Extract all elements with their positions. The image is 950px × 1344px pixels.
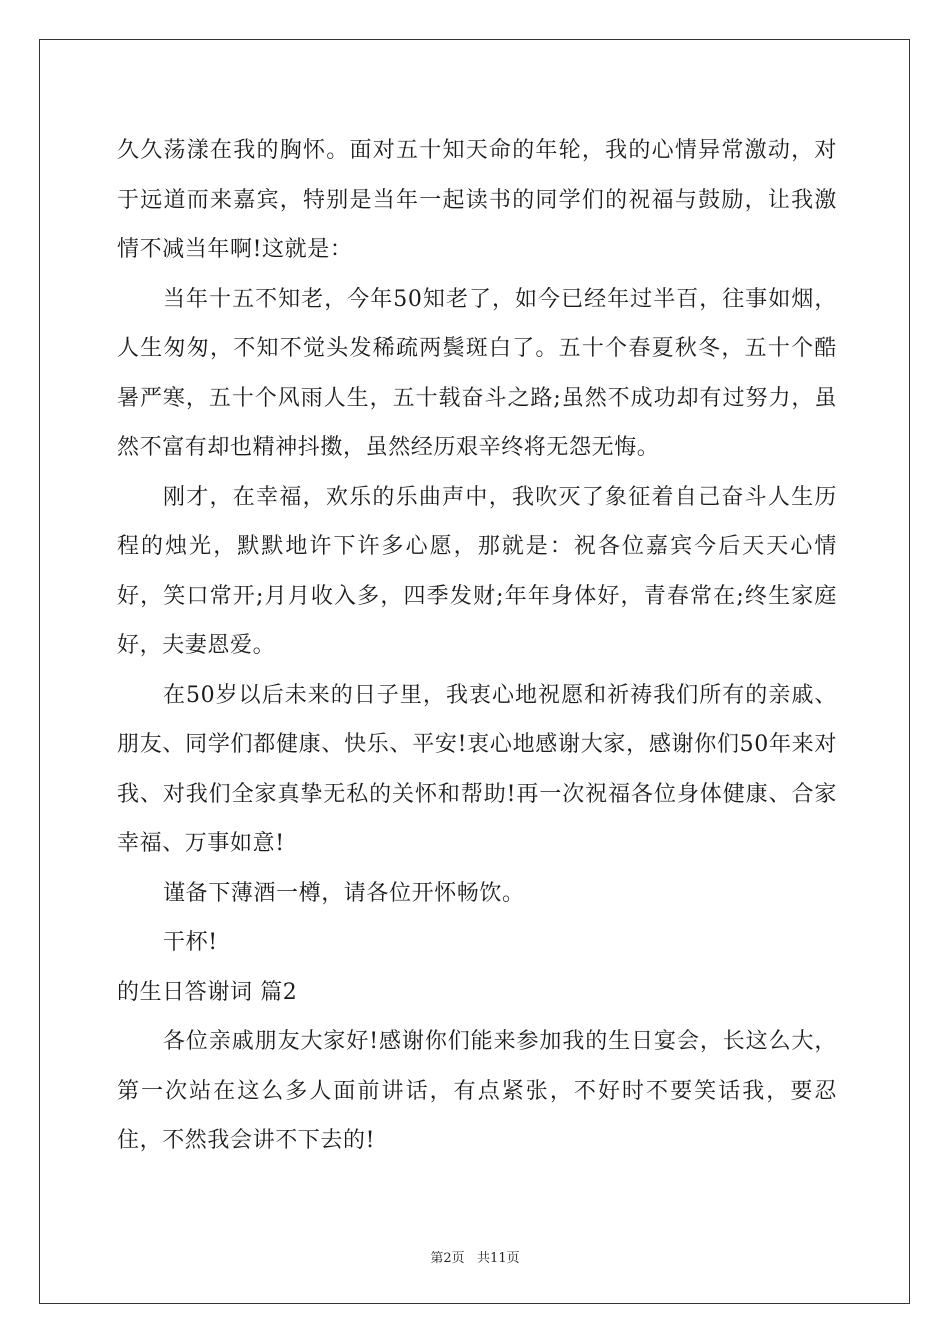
paragraph-cheers: 干杯!: [163, 930, 218, 955]
paragraph-greeting: 各位亲戚朋友大家好!感谢你们能来参加我的生日宴会，长这么大，第一次站在这么多人面前讲话，有点紧张，不好时不要笑话我，要忍住，不然我会讲不下去的!: [117, 1029, 837, 1153]
paragraph-toast-invite: 谨备下薄酒一樽，请各位开怀畅饮。: [163, 880, 525, 906]
document-body: [117, 126, 837, 1166]
paragraph-continuation: 久久荡漾在我的胸怀。面对五十知天命的年轮，我的心情异常激动，对于远道而来嘉宾，特别是当年一起读书的同学们的祝福与鼓励，让我激情不减当年啊!这就是：: [117, 138, 837, 262]
page-number-footer: 第2页 共11页: [430, 1251, 520, 1266]
paragraph-wishes: 刚才，在幸福，欢乐的乐曲声中，我吹灭了象征着自己奋斗人生历程的烛光，默默地许下许多心愿，那就是：祝各位嘉宾今后天天心情好，笑口常开;月月收入多，四季发财;年年身体好，青春常在;终生家庭好，夫妻恩爱。: [117, 484, 837, 658]
section-heading: 的生日答谢词 篇2: [117, 979, 298, 1005]
paragraph-reflection: 当年十五不知老，今年50知老了，如今已经年过半百，往事如烟，人生匆匆，不知不觉头发稀疏两鬓斑白了。五十个春夏秋冬，五十个酷暑严寒，五十个风雨人生，五十载奋斗之路;虽然不成功却有过努力，虽然不富有却也精神抖擞，虽然经历艰辛终将无怨无悔。: [117, 286, 837, 460]
paragraph-gratitude: 在50岁以后未来的日子里，我衷心地祝愿和祈祷我们所有的亲戚、朋友、同学们都健康、快乐、平安!衷心地感谢大家，感谢你们50年来对我、对我们全家真挚无私的关怀和帮助!再一次祝福各位身体健康、合家幸福、万事如意!: [117, 682, 837, 856]
